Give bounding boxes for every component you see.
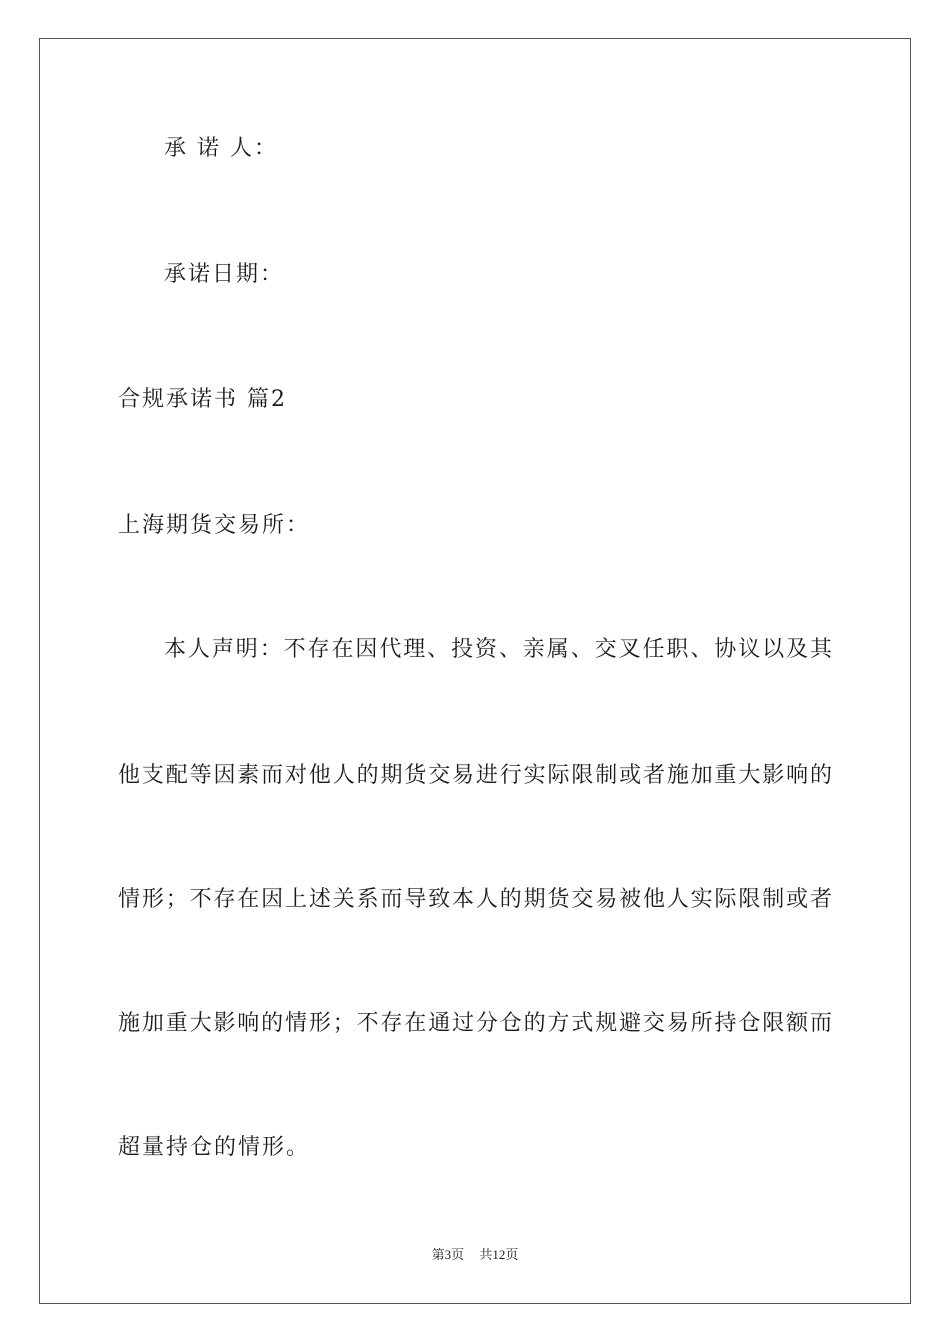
section-title: 合规承诺书 篇2 (118, 387, 287, 412)
body-line-4: 施加重大影响的情形；不存在通过分仓的方式规避交易所持仓限额而 (118, 1011, 832, 1036)
page-number: 第3页 (431, 1247, 465, 1262)
page-border (39, 38, 911, 1304)
body-line-2: 他支配等因素而对他人的期货交易进行实际限制或者施加重大影响的 (118, 763, 832, 788)
page-footer (0, 1246, 950, 1264)
page-total: 共12页 (479, 1247, 519, 1262)
body-line-5: 超量持仓的情形。 (118, 1135, 311, 1160)
signatory-label: 承 诺 人： (164, 136, 278, 161)
date-label: 承诺日期： (164, 262, 285, 287)
body-line-3: 情形；不存在因上述关系而导致本人的期货交易被他人实际限制或者 (118, 887, 832, 912)
body-line-1: 本人声明：不存在因代理、投资、亲属、交叉任职、协议以及其 (164, 637, 832, 662)
addressee: 上海期货交易所： (118, 513, 311, 538)
